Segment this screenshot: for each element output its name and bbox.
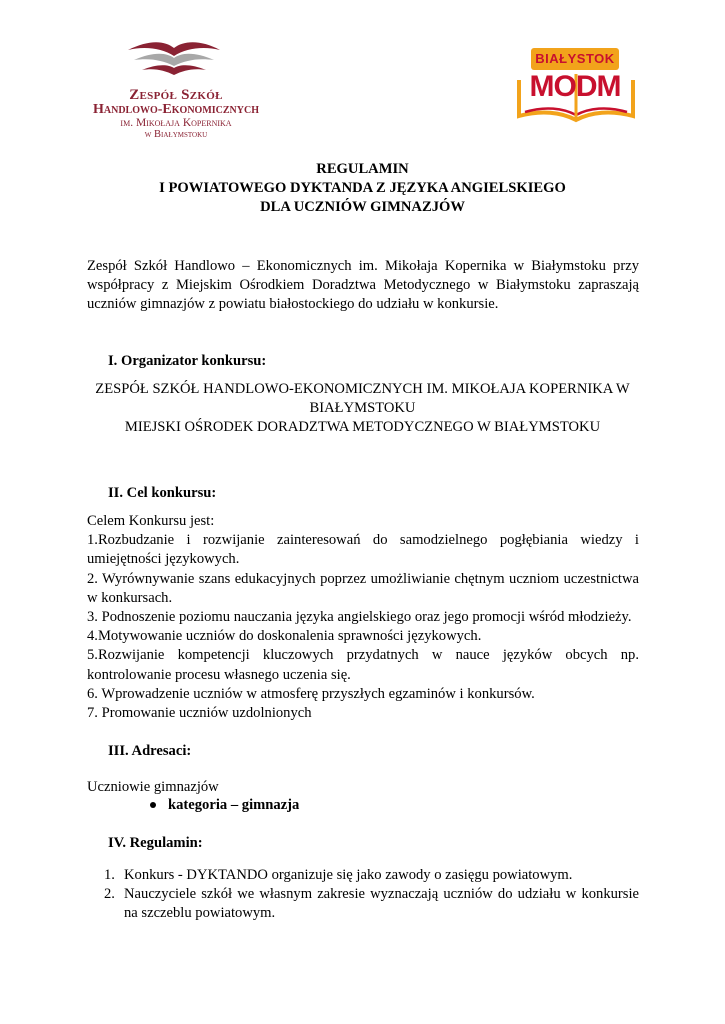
modm-logo xyxy=(511,40,641,124)
school-name-line4: w Białymstoku xyxy=(144,129,208,140)
addressees-text: Uczniowie gimnazjów xyxy=(87,779,219,795)
goal-line: 1.Rozbudzanie i rozwijanie zainteresowań do samodzielnego pogłębiania wiedzy i xyxy=(87,532,639,549)
category-label: kategoria – gimnazja xyxy=(168,797,300,813)
school-name-line2: Handlowo-Ekonomicznych xyxy=(92,102,259,117)
title-line1: REGULAMIN xyxy=(316,161,409,177)
goals-list xyxy=(87,512,639,723)
section2-heading: II. Cel konkursu: xyxy=(108,485,217,501)
goal-line: 6. Wprowadzenie uczniów w atmosferę przyszłych egzaminów i konkursów. xyxy=(87,685,535,702)
category-bullet xyxy=(150,796,299,815)
title-line2: I POWIATOWEGO DYKTANDA Z JĘZYKA ANGIELSKIEGO xyxy=(159,180,566,196)
goal-line: 3. Podnoszenie poziomu nauczania języka angielskiego oraz jego promocji wśród młodzieży. xyxy=(87,609,632,626)
rule-text: Konkurs - DYKTANDO organizuje się jako zawody o zasięgu powiatowym. xyxy=(124,867,573,883)
school-name-line1: Zespół Szkół xyxy=(129,87,223,103)
goal-line: umiejętności językowych. xyxy=(87,551,240,568)
goal-line: kontrolowanie procesu własnego uczenia się. xyxy=(87,666,351,683)
organizer1-line2: BIAŁYMSTOKU xyxy=(309,400,416,416)
intro-line: uczniów gimnazjów z powiatu białostockiego do udziału w konkursie. xyxy=(87,296,499,313)
organizer2: MIEJSKI OŚRODEK DORADZTWA METODYCZNEGO W BIAŁYMSTOKU xyxy=(124,419,601,435)
goal-line: w konkursach. xyxy=(87,589,173,606)
section1-heading: I. Organizator konkursu: xyxy=(108,353,267,369)
rule-number: 2. xyxy=(104,886,115,902)
school-name-line3: im. Mikołaja Kopernika xyxy=(120,117,232,129)
section3-heading: III. Adresaci: xyxy=(108,743,192,759)
rule-number: 1. xyxy=(104,867,115,883)
goal-line: 5.Rozwijanie kompetencji kluczowych przydatnych w nauce języków obcych np. xyxy=(87,647,639,664)
modm-wordmark: MODM xyxy=(529,70,621,103)
title-line3: DLA UCZNIÓW GIMNAZJÓW xyxy=(260,199,465,215)
goal-line: Celem Konkursu jest: xyxy=(87,513,215,529)
school-emblem-icon xyxy=(124,38,224,84)
goal-line: 2. Wyrównywanie szans edukacyjnych poprzez umożliwianie chętnym uczniom uczestnictwa xyxy=(87,570,639,587)
school-logo xyxy=(86,38,266,138)
section4-heading: IV. Regulamin: xyxy=(108,835,203,851)
goal-line: 4.Motywowanie uczniów do doskonalenia sprawności językowych. xyxy=(87,628,482,645)
rule-text: Nauczyciele szkół we własnym zakresie wyznaczają uczniów do udziału w konkursie xyxy=(124,886,639,902)
intro-line: współpracy z Miejskim Ośrodkiem Doradztwa Metodycznego w Białymstoku zapraszają xyxy=(87,277,639,294)
rule-text-continued: na szczeblu powiatowym. xyxy=(124,905,276,921)
intro-line: Zespół Szkół Handlowo – Ekonomicznych im. Mikołaja Kopernika w Białymstoku przy xyxy=(87,258,639,274)
bullet-icon xyxy=(150,802,156,808)
modm-badge: BIAŁYSTOK xyxy=(531,48,619,70)
organizer1-line1: ZESPÓŁ SZKÓŁ HANDLOWO-EKONOMICZNYCH IM. MIKOŁAJA KOPERNIKA W xyxy=(95,381,630,397)
goal-line: 7. Promowanie uczniów uzdolnionych xyxy=(87,705,312,722)
intro-paragraph xyxy=(87,257,639,315)
